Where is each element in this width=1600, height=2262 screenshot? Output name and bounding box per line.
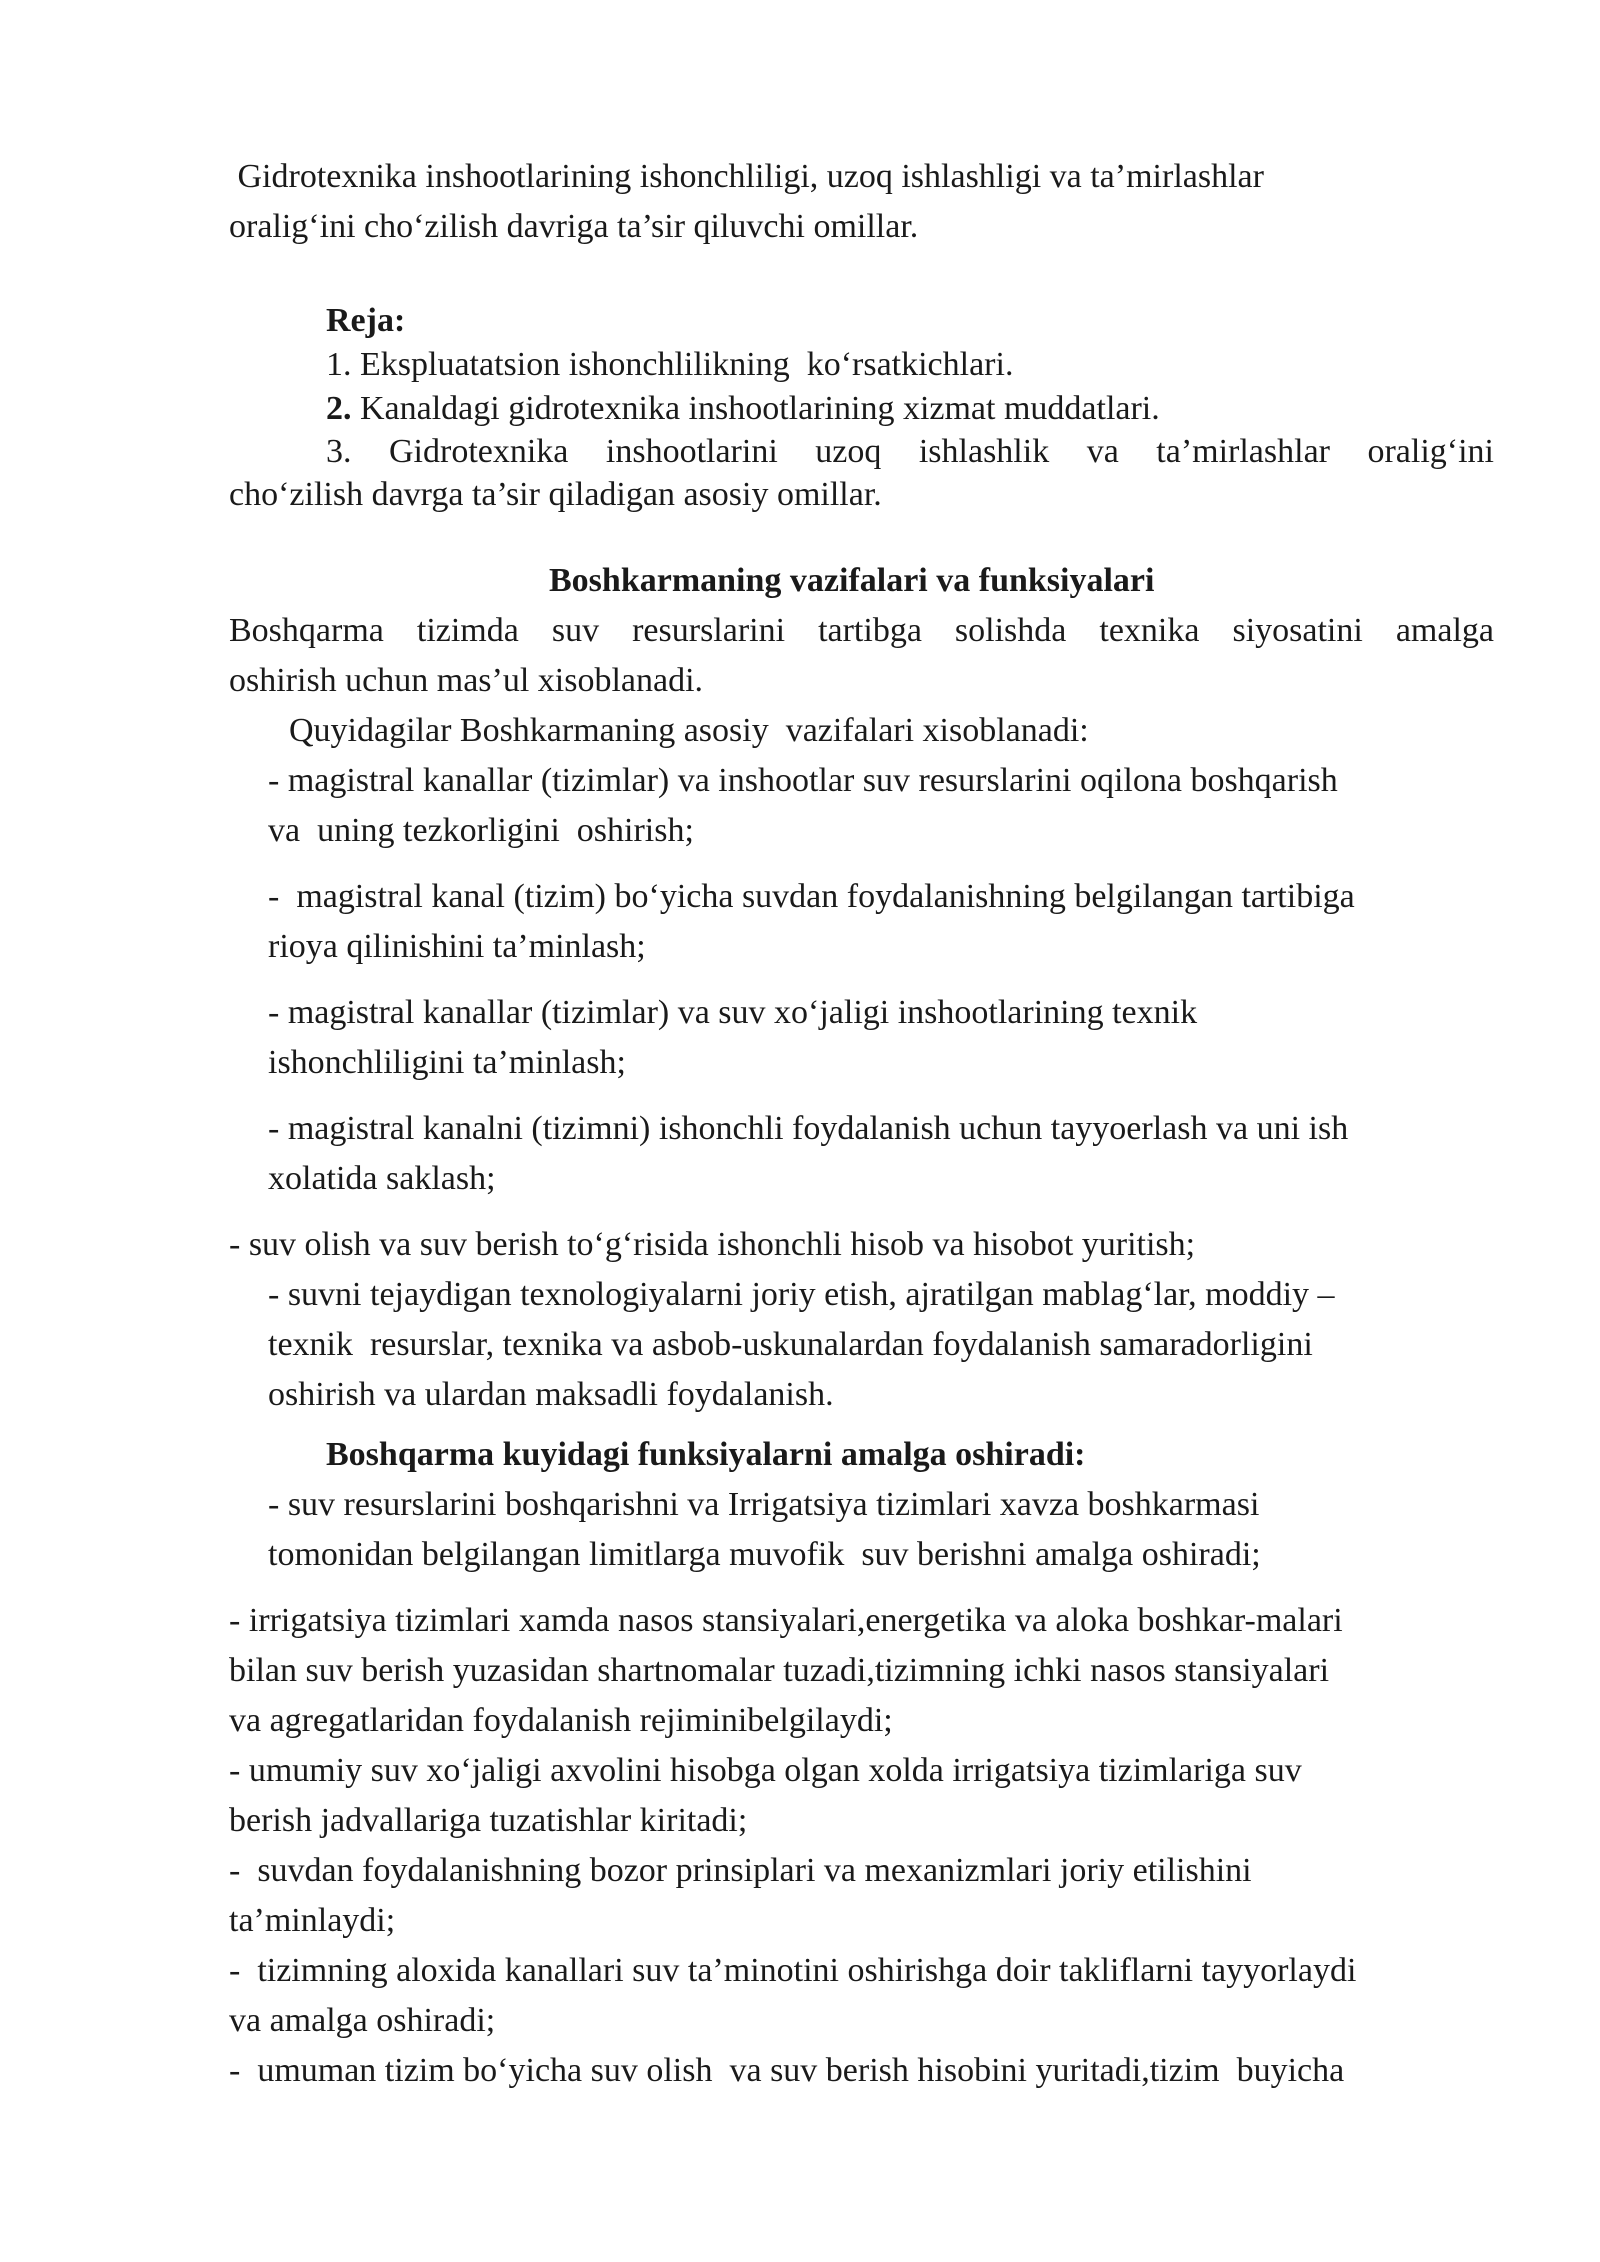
doc-title-line-1: Gidrotexnika inshootlarining ishonchliligi, uzoq ishlashligi va ta’mirlashlar bbox=[229, 158, 1264, 195]
function-4-line-2: ta’minlaydi; bbox=[229, 1902, 396, 1939]
plan-heading: Reja: bbox=[326, 302, 406, 339]
section-heading-tasks: Boshkarmaning vazifalari va funksiyalari bbox=[549, 562, 1155, 599]
task-3-line-1: - magistral kanallar (tizimlar) va suv xo‘jaligi inshootlarining texnik bbox=[268, 994, 1198, 1031]
task-2-line-2: rioya qilinishini ta’minlash; bbox=[268, 928, 646, 965]
task-6-line-1: - suvni tejaydigan texnologiyalarni joriy etish, ajratilgan mablag‘lar, moddiy – bbox=[268, 1276, 1335, 1313]
task-6-line-2: texnik resurslar, texnika va asbob-uskunalardan foydalanish samaradorligini bbox=[268, 1326, 1313, 1363]
plan-item-2-text: Kanaldagi gidrotexnika inshootlarining xizmat muddatlari. bbox=[351, 390, 1160, 427]
doc-title-line-2: oralig‘ini cho‘zilish davriga ta’sir qiluvchi omillar. bbox=[229, 208, 919, 245]
section-heading-functions: Boshqarma kuyidagi funksiyalarni amalga oshiradi: bbox=[326, 1436, 1086, 1473]
function-3-line-2: berish jadvallariga tuzatishlar kiritadi; bbox=[229, 1802, 748, 1839]
plan-item-3-line-1: 3. Gidrotexnika inshootlarini uzoq ishlashlik va ta’mirlashlar oralig‘ini bbox=[326, 433, 1494, 470]
tasks-lead: Quyidagilar Boshkarmaning asosiy vazifalari xisoblanadi: bbox=[272, 712, 1089, 749]
function-1-line-1: - suv resurslarini boshqarishni va Irrigatsiya tizimlari xavza boshkarmasi bbox=[268, 1486, 1260, 1523]
function-2-line-3: va agregatlaridan foydalanish rejiminibelgilaydi; bbox=[229, 1702, 893, 1739]
task-1-line-2: va uning tezkorligini oshirish; bbox=[268, 812, 694, 849]
task-5: - suv olish va suv berish to‘g‘risida ishonchli hisob va hisobot yuritish; bbox=[229, 1226, 1196, 1263]
plan-item-3-line-2: cho‘zilish davrga ta’sir qiladigan asosiy omillar. bbox=[229, 476, 882, 513]
intro-line-2: oshirish uchun mas’ul xisoblanadi. bbox=[229, 662, 704, 699]
function-3-line-1: - umumiy suv xo‘jaligi axvolini hisobga olgan xolda irrigatsiya tizimlariga suv bbox=[229, 1752, 1302, 1789]
plan-item-2-number: 2. bbox=[326, 390, 352, 427]
task-2-line-1: - magistral kanal (tizim) bo‘yicha suvdan foydalanishning belgilangan tartibiga bbox=[268, 878, 1355, 915]
function-4-line-1: - suvdan foydalanishning bozor prinsiplari va mexanizmlari joriy etilishini bbox=[229, 1852, 1252, 1889]
function-1-line-2: tomonidan belgilangan limitlarga muvofik suv berishni amalga oshiradi; bbox=[268, 1536, 1261, 1573]
task-6-line-3: oshirish va ulardan maksadli foydalanish. bbox=[268, 1376, 834, 1413]
function-5-line-2: va amalga oshiradi; bbox=[229, 2002, 496, 2039]
function-2-line-1: - irrigatsiya tizimlari xamda nasos stansiyalari,energetika va aloka boshkar-malari bbox=[229, 1602, 1343, 1639]
task-3-line-2: ishonchliligini ta’minlash; bbox=[268, 1044, 626, 1081]
task-4-line-2: xolatida saklash; bbox=[268, 1160, 496, 1197]
function-6-line-1: - umuman tizim bo‘yicha suv olish va suv berish hisobini yuritadi,tizim buyicha bbox=[229, 2052, 1345, 2089]
intro-line-1: Boshqarma tizimda suv resurslarini tartibga solishda texnika siyosatini amalga bbox=[229, 612, 1494, 649]
task-4-line-1: - magistral kanalni (tizimni) ishonchli foydalanish uchun tayyoerlash va uni ish bbox=[268, 1110, 1349, 1147]
function-2-line-2: bilan suv berish yuzasidan shartnomalar tuzadi,tizimning ichki nasos stansiyalari bbox=[229, 1652, 1330, 1689]
task-1-line-1: - magistral kanallar (tizimlar) va inshootlar suv resurslarini oqilona boshqarish bbox=[268, 762, 1338, 799]
plan-item-1: 1. Ekspluatatsion ishonchlilikning ko‘rsatkichlari. bbox=[326, 346, 1014, 383]
function-5-line-1: - tizimning aloxida kanallari suv ta’minotini oshirishga doir takliflarni tayyorlaydi bbox=[229, 1952, 1357, 1989]
